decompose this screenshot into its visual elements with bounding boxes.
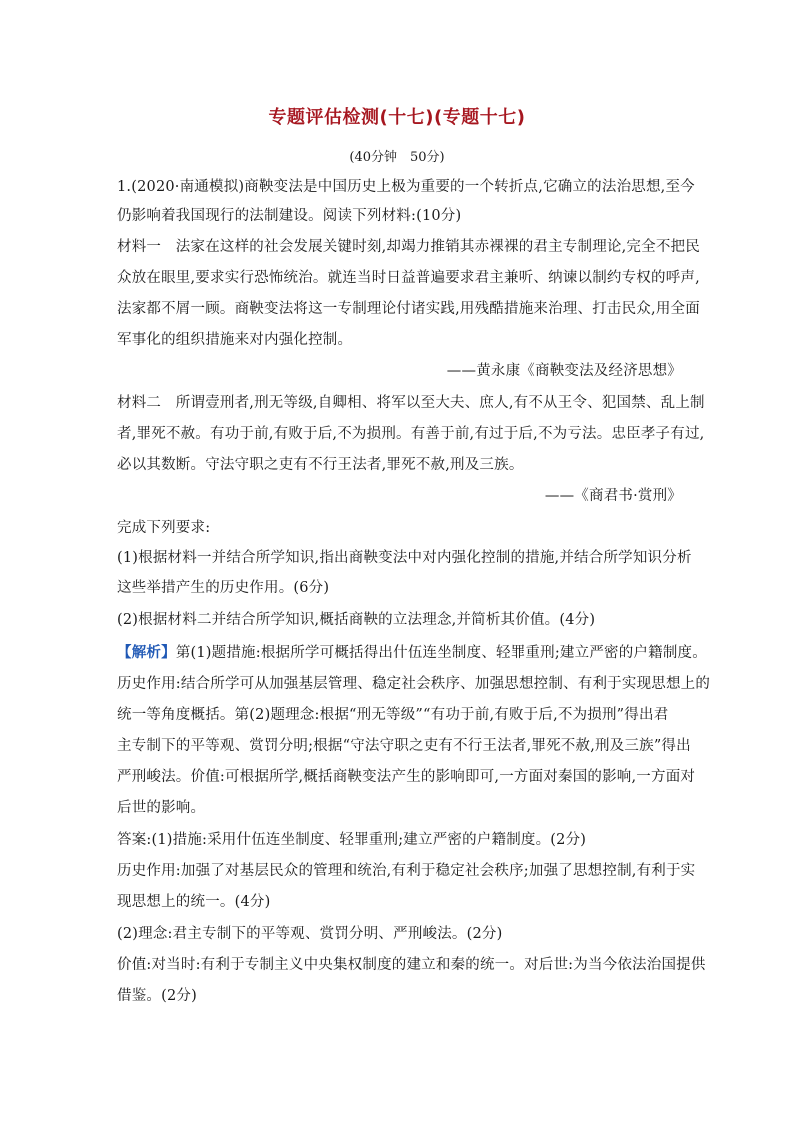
material2-line: 材料二 所谓壹刑者,刑无等级,自卿相、将军以至大夫、庶人,有不从王令、犯国禁、乱上制: [117, 395, 705, 411]
analysis-line: 后世的影响。: [117, 800, 206, 816]
analysis-first-line: [117, 643, 707, 663]
material2-source: ——《商君书·赏刑》: [544, 488, 682, 504]
material1-source: ——黄永康《商鞅变法及经济思想》: [446, 363, 682, 379]
task2-line: (2)根据材料二并结合所学知识,概括商鞅的立法理念,并简析其价值。(4分): [117, 612, 596, 628]
analysis-tag: 【解析】: [117, 645, 176, 661]
analysis-text: 第(1)题措施:根据所学可概括得出什伍连坐制度、轻罪重刑;建立严密的户籍制度。: [175, 645, 707, 661]
material2-line: 者,罪死不赦。有功于前,有败于后,不为损刑。有善于前,有过于后,不为亏法。忠臣孝子有过,: [117, 426, 705, 442]
answer-line: 借鉴。(2分): [117, 988, 197, 1004]
requirement-text: 完成下列要求:: [117, 520, 211, 536]
material1-line: 法家都不屑一顾。商鞅变法将这一专制理论付诸实践,用残酷措施来治理、打击民众,用全面: [117, 301, 700, 317]
analysis-line: 历史作用:结合所学可从加强基层管理、稳定社会秩序、加强思想控制、有利于实现思想上的: [117, 676, 711, 692]
page-title: 专题评估检测(十七)(专题十七): [268, 107, 526, 128]
answer-line: 历史作用:加强了对基层民众的管理和统治,有利于稳定社会秩序;加强了思想控制,有利于实: [117, 863, 696, 879]
material1-line: 军事化的组织措施来对内强化控制。: [117, 332, 353, 348]
material2-line: 必以其数断。守法守职之吏有不行王法者,罪死不赦,刑及三族。: [117, 457, 524, 473]
answer-line: 价值:对当时:有利于专制主义中央集权制度的建立和秦的统一。对后世:为当今依法治国提供: [117, 957, 706, 973]
answer-line: 答案:(1)措施:采用什伍连坐制度、轻罪重刑;建立严密的户籍制度。(2分): [117, 832, 587, 848]
task1-line: (1)根据材料一并结合所学知识,指出商鞅变法中对内强化控制的措施,并结合所学知识分析: [117, 550, 692, 566]
answer-line: 现思想上的统一。(4分): [117, 894, 271, 910]
question-stem-line: 仍影响着我国现行的法制建设。阅读下列材料:(10分): [117, 208, 462, 224]
page-subtitle: (40分钟 50分): [349, 150, 445, 165]
task1-line: 这些举措产生的历史作用。(6分): [117, 580, 330, 596]
question-stem-line: 1.(2020·南通模拟)商鞅变法是中国历史上极为重要的一个转折点,它确立的法治思想,至今: [117, 179, 695, 195]
material1-line: 众放在眼里,要求实行恐怖统治。就连当时日益普遍要求君主兼听、纳谏以制约专权的呼声,: [117, 270, 700, 286]
analysis-line: 主专制下的平等观、赏罚分明;根据“守法守职之吏有不行王法者,罪死不赦,刑及三族”得出: [117, 738, 691, 754]
analysis-line: 统一等角度概括。第(2)题理念:根据“刑无等级”“有功于前,有败于后,不为损刑”得出君: [117, 707, 669, 723]
material1-line: 材料一 法家在这样的社会发展关键时刻,却竭力推销其赤裸裸的君主专制理论,完全不把民: [117, 239, 700, 255]
analysis-line: 严刑峻法。价值:可根据所学,概括商鞅变法产生的影响即可,一方面对秦国的影响,一方面对: [117, 769, 696, 785]
answer-line: (2)理念:君主专制下的平等观、赏罚分明、严刑峻法。(2分): [117, 926, 503, 942]
